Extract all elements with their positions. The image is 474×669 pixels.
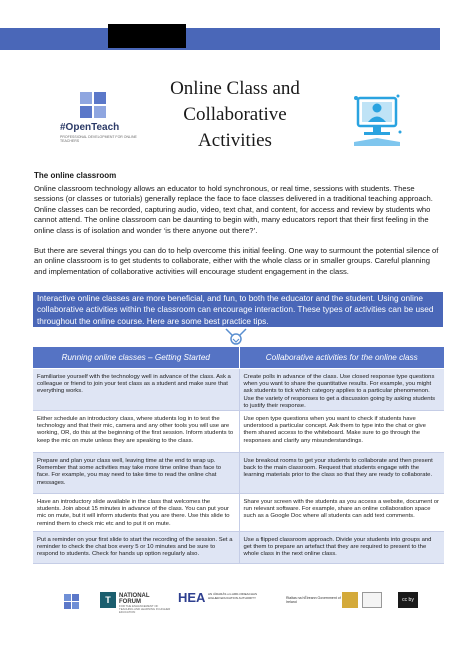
table-row — [33, 369, 444, 411]
column-header: Running online classes – Getting Started — [61, 353, 210, 362]
header-black-block — [108, 24, 186, 48]
openteach-squares-icon — [80, 92, 106, 118]
national-forum-text — [119, 594, 171, 614]
title-line: Activities — [198, 130, 272, 151]
table-cell: Use a flipped classroom approach. Divide your students into groups and get them to prepare an artefact that they are required to present to the whole class in the next online class. — [239, 532, 445, 563]
openteach-small-logo — [64, 594, 80, 610]
table-header — [33, 347, 444, 369]
table-row — [33, 532, 444, 564]
section-heading: The online classroom — [34, 171, 117, 180]
callout-box: Interactive online classes are more beneficial, and fun, to both the educator and the student. Using online collaborative activities within the classroom can encourage interaction. These types of activities can be used throughout the online course. Here are some best practice tips. — [33, 292, 443, 327]
table-cell: Have an introductory slide available in the class that welcomes the students. Join about 15 minutes in advance of the class. You can put your mic on mute, but it will inform students that you are there. Use this slide to remind them to check mic etc and to put it on mute. — [37, 499, 230, 527]
hea-logo: HEA — [178, 590, 206, 605]
title-line: Online Class and — [170, 78, 300, 99]
table-cell: Share your screen with the students as you access a website, document or run relevant software. For example, share an online collaboration space such as a Google Doc where all students can add text comments. — [239, 494, 445, 531]
table-cell: Either schedule an introductory class, where students log in to test the technology and that their mic, camera and any other tools you will use are working, OR, do this at the beginning of the first session. Inform students to keep the mic on mute unless they are speaking to the class. — [37, 416, 234, 444]
table-row — [33, 411, 444, 453]
national-forum-name: NATIONAL FORUM — [119, 593, 150, 605]
page-title — [150, 76, 320, 154]
table-cell: Familiarise yourself with the technology well in advance of the class. Ask a colleague or friend to join your test class as a student and make sure that everything works. — [37, 374, 231, 395]
cc-license-icon: cc by — [398, 592, 418, 608]
intro-paragraph: Online classroom technology allows an educator to hold synchronous, or real time, sessions with students. These sessions (or classes or tutorials) generally replace the face to face classes delivered in a traditional teaching approach. Online classes can be recorded, capturing audio, video, text chat, and content, for access and review by students who cannot attend. The online classroom can be daunting to begin with, many educators report that their first feeling in the online class is of isolation and wonder ‘is there anyone out there?’. — [34, 184, 433, 235]
logo-subtitle: PROFESSIONAL DEVELOPMENT FOR ONLINE TEACHERS — [60, 135, 137, 143]
openteach-logo — [58, 92, 153, 156]
intro-paragraph-2: But there are several things you can do to help overcome this initial feeling. One way to surmount the potential silence of an online classroom is to get students to collaborate, either with the whole class or in smaller groups. Careful planning and implementation of collaborative activities will encourage student engagement in the class. — [34, 246, 439, 276]
partner-logo — [342, 592, 358, 608]
header-band — [0, 28, 440, 50]
table-cell: Use open type questions when you want to check if students have understood a particular concept. Ask them to type into the chat or give them shared access to the whiteboard. Make sure to go through the responses and clarify any misunderstandings. — [239, 411, 445, 452]
national-forum-sub: FOR THE ENHANCEMENT OF TEACHING AND LEARNING IN HIGHER EDUCATION — [119, 604, 171, 614]
table-cell: Use breakout rooms to get your students to collaborate and then present back to the main classroom. Request that students engage with the learning materials prior to the class so that they are ready to collaborate. — [239, 453, 445, 493]
title-line: Collaborative — [183, 104, 287, 125]
tips-table — [33, 347, 444, 564]
hea-subtitle: AN tÚDARÁS um ARD-OIDEACHAS HIGHER EDUCATION AUTHORITY — [208, 592, 258, 600]
table-row — [33, 494, 444, 532]
national-forum-logo: T — [100, 592, 116, 608]
computer-user-icon — [350, 92, 404, 152]
column-header: Collaborative activities for the online class — [239, 347, 445, 368]
table-cell: Put a reminder on your first slide to start the recording of the session. Set a reminder to check the chat box every 5 or 10 minutes and be sure to respond to students. Check for hands up option regularly also. — [37, 537, 233, 558]
partner-logo-2 — [362, 592, 382, 608]
footer-logos — [0, 588, 474, 618]
table-cell: Create polls in advance of the class. Use closed response type questions when you want to share the quantitative results. For example, you might ask students to tick which category applies to a particular phenomenon. Use the variety of responses to get a discussion going by asking students to justify their response. — [239, 369, 445, 410]
table-row — [33, 453, 444, 494]
table-cell: Prepare and plan your class well, leaving time at the end to wrap up. Remember that some activities may take more time online than face to face. For example, you may need to take time to read the online chat messages. — [37, 458, 221, 486]
logo-name: #OpenTeach — [60, 122, 120, 133]
connector-arrows-icon — [222, 325, 250, 347]
government-logo: Rialtas na hÉireann Government of Ireland — [286, 596, 341, 604]
